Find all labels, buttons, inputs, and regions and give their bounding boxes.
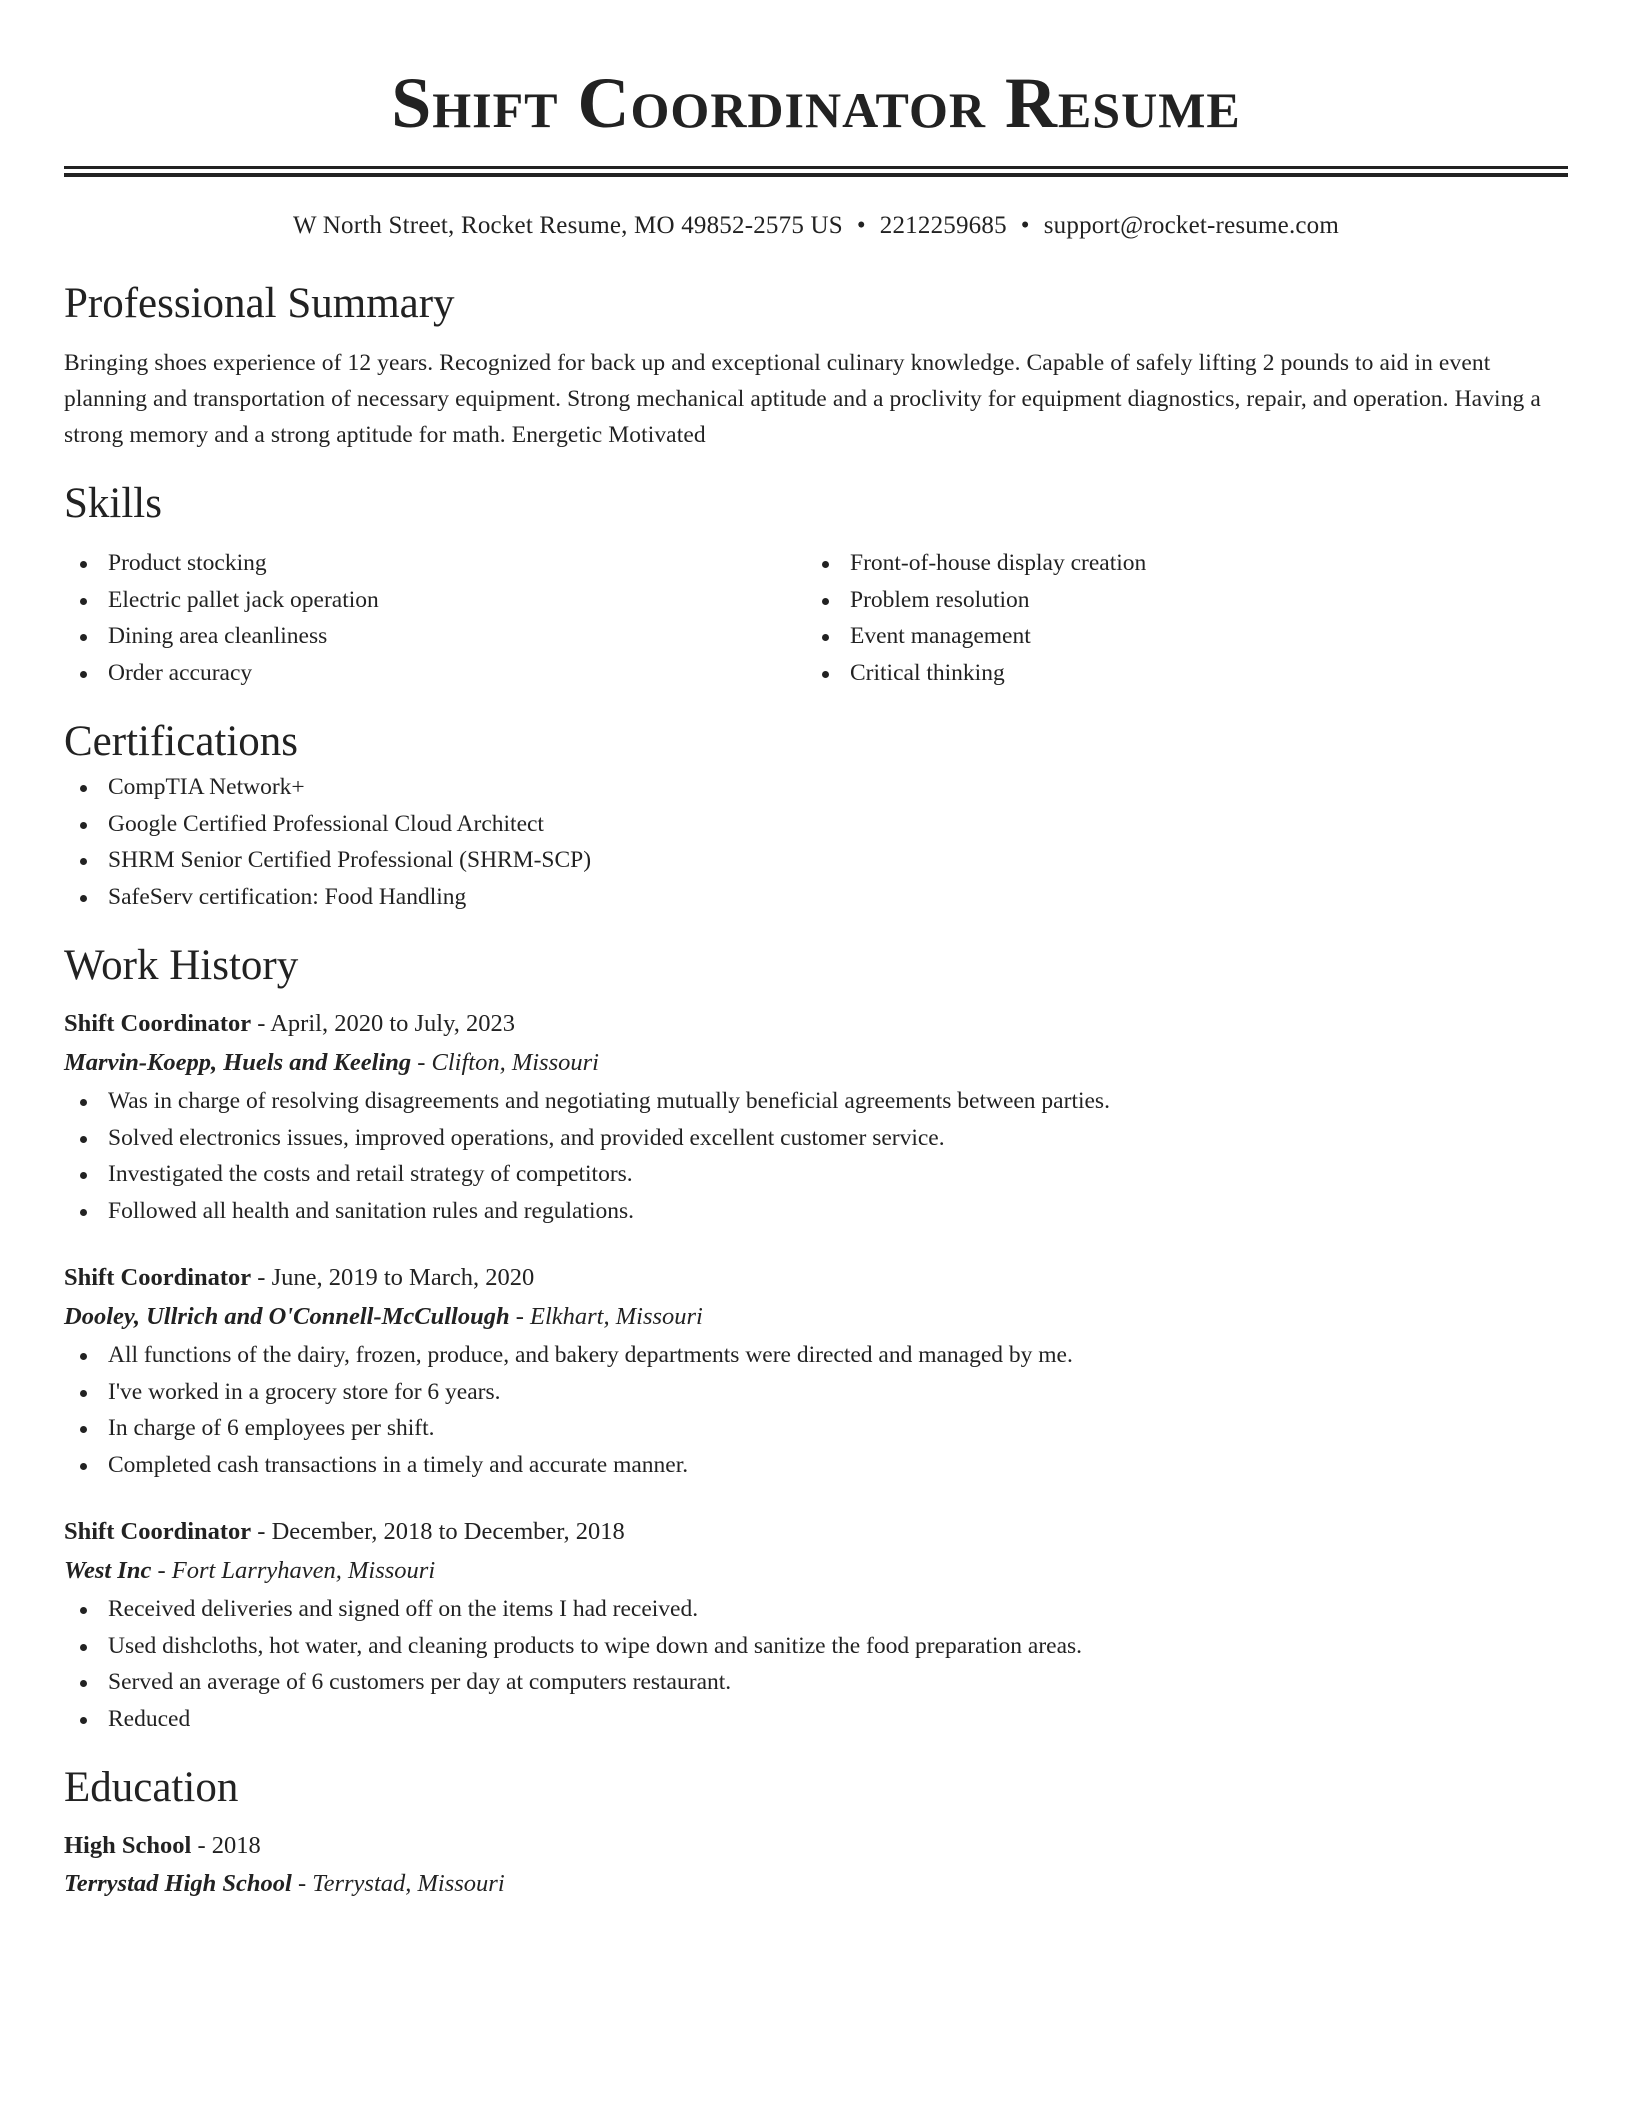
company-location: - Fort Larryhaven, Missouri (151, 1557, 436, 1584)
job-header (64, 1513, 1568, 1551)
certifications-list (64, 769, 1568, 915)
school-name: Terrystad High School (64, 1870, 292, 1897)
contact-address: W North Street, Rocket Resume, MO 49852-2575 US (292, 212, 843, 239)
job-header (64, 1259, 1568, 1297)
job-duties-list (64, 1083, 1568, 1229)
job-duty-item: Investigated the costs and retail strategy of competitors. (64, 1156, 1568, 1193)
job-duty-item: Solved electronics issues, improved operations, and provided excellent customer service. (64, 1120, 1568, 1157)
contact-phone: 2212259685 (879, 212, 1007, 239)
job-duties-list (64, 1591, 1568, 1737)
education-degree: High School (64, 1832, 192, 1859)
job-employer (64, 1043, 1568, 1083)
school-location: - Terrystad, Missouri (291, 1870, 505, 1897)
certification-item: SafeServ certification: Food Handling (64, 879, 1568, 916)
company-name: Dooley, Ullrich and O'Connell-McCullough (64, 1303, 510, 1330)
job-duty-item: Received deliveries and signed off on the items I had received. (64, 1591, 1568, 1628)
job-title: Shift Coordinator (64, 1010, 252, 1037)
skills-list-left (64, 545, 806, 691)
job-title: Shift Coordinator (64, 1518, 252, 1545)
certification-item: Google Certified Professional Cloud Architect (64, 806, 1568, 843)
company-location: - Elkhart, Missouri (509, 1303, 703, 1330)
skill-item: Product stocking (64, 545, 806, 582)
certifications-heading: Certifications (64, 718, 299, 765)
job-duty-item: In charge of 6 employees per shift. (64, 1410, 1568, 1447)
job-employer (64, 1297, 1568, 1337)
job-entry (64, 1259, 1568, 1483)
skill-item: Event management (806, 618, 1548, 655)
education-heading: Education (64, 1764, 239, 1811)
skills-list-right (806, 545, 1548, 691)
skills-column-left (64, 545, 806, 691)
skill-item: Dining area cleanliness (64, 618, 806, 655)
job-duty-item: Was in charge of resolving disagreements and negotiating mutually beneficial agreements between parties. (64, 1083, 1568, 1120)
job-duty-item: Reduced (64, 1701, 1568, 1738)
skill-item: Problem resolution (806, 582, 1548, 619)
job-header (64, 1005, 1568, 1043)
job-duty-item: I've worked in a grocery store for 6 years. (64, 1374, 1568, 1411)
job-title: Shift Coordinator (64, 1264, 252, 1291)
skill-item: Electric pallet jack operation (64, 582, 806, 619)
skills-heading: Skills (64, 480, 162, 527)
job-duty-item: All functions of the dairy, frozen, produce, and bakery departments were directed and managed by me. (64, 1337, 1568, 1374)
job-duty-item: Used dishcloths, hot water, and cleaning products to wipe down and sanitize the food preparation areas. (64, 1628, 1568, 1665)
job-employer (64, 1551, 1568, 1591)
job-dates: - December, 2018 to December, 2018 (251, 1518, 625, 1545)
work-history-heading: Work History (64, 942, 299, 989)
company-name: Marvin-Koepp, Huels and Keeling (64, 1049, 412, 1076)
skill-item: Order accuracy (64, 655, 806, 692)
job-duty-item: Followed all health and sanitation rules and regulations. (64, 1193, 1568, 1230)
summary-text: Bringing shoes experience of 12 years. Recognized for back up and exceptional culinary knowledge. Capable of safely lifting 2 pounds to aid in event planning and transportation of necessary equipment. Strong mechanical aptitude and a proclivity for equipment diagnostics, repair, and operation. Having a strong memory and a strong aptitude for math. Energetic Motivated (64, 350, 1541, 448)
job-entry (64, 1513, 1568, 1737)
job-entry (64, 1005, 1568, 1229)
job-duty-item: Completed cash transactions in a timely and accurate manner. (64, 1447, 1568, 1484)
contact-separator: • (856, 212, 866, 239)
education-school-line (64, 1865, 1568, 1903)
contact-separator: • (1020, 212, 1030, 239)
summary-heading: Professional Summary (64, 280, 455, 327)
skills-column-right (806, 545, 1548, 691)
job-duties-list (64, 1337, 1568, 1483)
company-name: West Inc (64, 1557, 152, 1584)
job-dates: - April, 2020 to July, 2023 (251, 1010, 516, 1037)
contact-email: support@rocket-resume.com (1043, 212, 1340, 239)
education-degree-line (64, 1827, 1568, 1865)
job-duty-item: Served an average of 6 customers per day at computers restaurant. (64, 1664, 1568, 1701)
title-divider (64, 166, 1568, 177)
skills-columns (64, 545, 1568, 691)
skill-item: Front-of-house display creation (806, 545, 1548, 582)
certification-item: CompTIA Network+ (64, 769, 1568, 806)
job-dates: - June, 2019 to March, 2020 (251, 1264, 535, 1291)
skill-item: Critical thinking (806, 655, 1548, 692)
resume-title: Shift Coordinator Resume (391, 63, 1241, 143)
contact-line (64, 209, 1568, 243)
company-location: - Clifton, Missouri (411, 1049, 599, 1076)
certification-item: SHRM Senior Certified Professional (SHRM-SCP) (64, 842, 1568, 879)
education-year: - 2018 (191, 1832, 261, 1859)
